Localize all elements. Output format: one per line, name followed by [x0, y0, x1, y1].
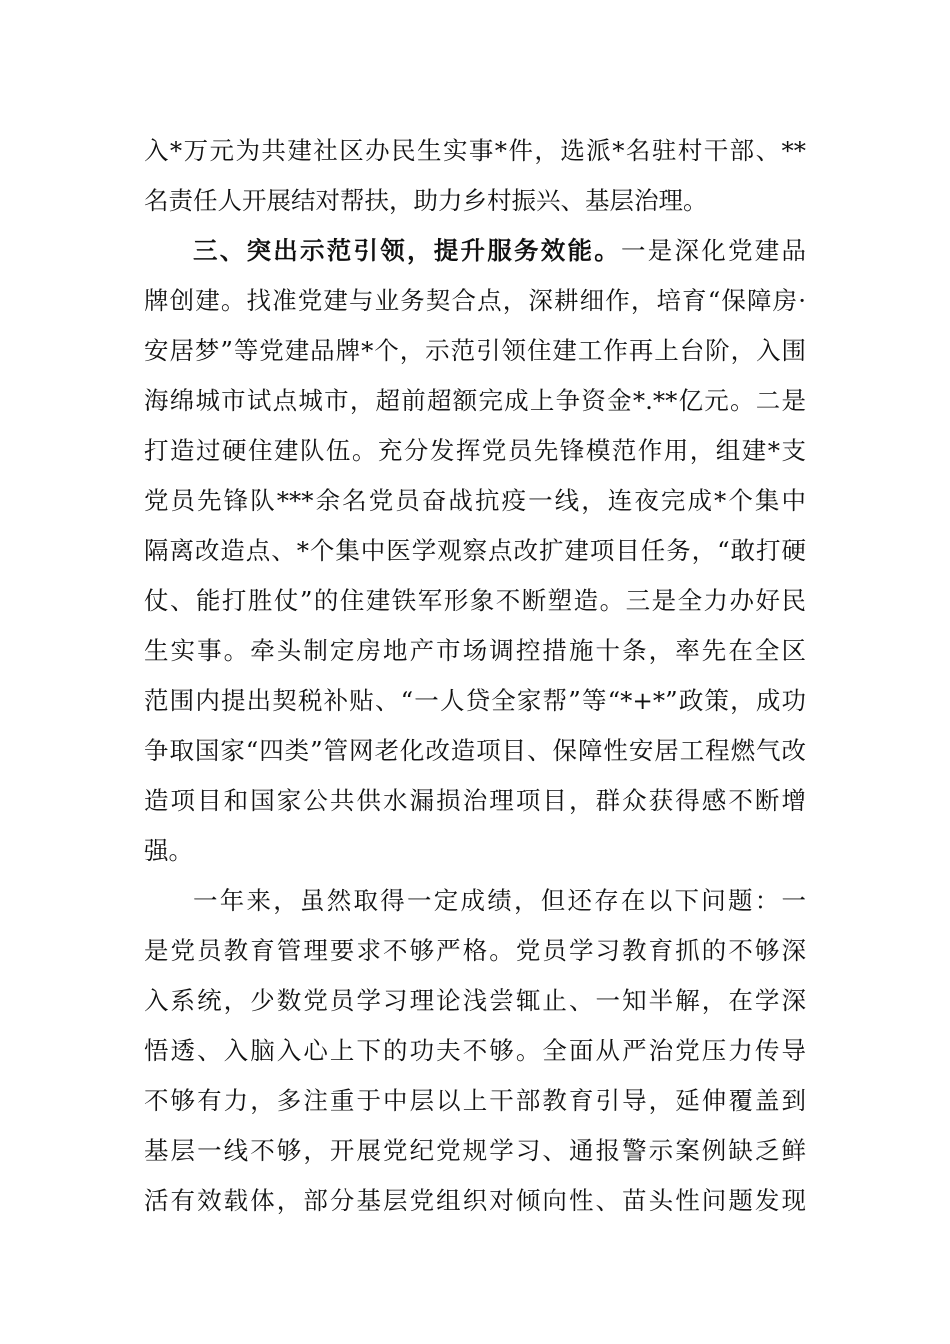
section-heading: 三、突出示范引领，提升服务效能。	[193, 236, 621, 265]
text-line: 名责任人开展结对帮扶，助力乡村振兴、基层治理。	[144, 186, 708, 215]
text-line: 党员先锋队***余名党员奋战抗疫一线，连夜完成*个集中	[144, 486, 806, 515]
text-line: 入*万元为共建社区办民生实事*件，选派*名驻村干部、**	[144, 136, 806, 165]
document-body	[144, 126, 806, 1226]
paragraph-3	[144, 876, 806, 1226]
paragraph-1	[144, 126, 806, 226]
text-line: 是党员教育管理要求不够严格。党员学习教育抓的不够深	[144, 936, 806, 965]
text-line: 安居梦”等党建品牌*个，示范引领住建工作再上台阶，入围	[144, 336, 806, 365]
text-line: 打造过硬住建队伍。充分发挥党员先锋模范作用，组建*支	[144, 436, 806, 465]
text-line	[144, 226, 806, 276]
text-line: 一年来，虽然取得一定成绩，但还存在以下问题：一	[193, 886, 806, 915]
paragraph-2	[144, 226, 806, 876]
text-line: 造项目和国家公共供水漏损治理项目，群众获得感不断增	[144, 786, 806, 815]
text-line: 争取国家“四类”管网老化改造项目、保障性安居工程燃气改	[144, 736, 806, 765]
text-line: 悟透、入脑入心上下的功夫不够。全面从严治党压力传导	[144, 1036, 806, 1065]
text-line: 牌创建。找准党建与业务契合点，深耕细作，培育“保障房·	[144, 286, 806, 315]
text-line: 生实事。牵头制定房地产市场调控措施十条，率先在全区	[144, 636, 806, 665]
text-line: 入系统，少数党员学习理论浅尝辄止、一知半解，在学深	[144, 986, 806, 1015]
text-line: 仗、能打胜仗”的住建铁军形象不断塑造。三是全力办好民	[144, 586, 806, 615]
text-line: 不够有力，多注重于中层以上干部教育引导，延伸覆盖到	[144, 1086, 806, 1115]
text-line: 强。	[144, 836, 193, 865]
text-line: 范围内提出契税补贴、“一人贷全家帮”等“*+*”政策，成功	[144, 686, 806, 715]
text-line: 活有效载体，部分基层党组织对倾向性、苗头性问题发现	[144, 1186, 806, 1215]
text-span: 一是深化党建品	[621, 236, 806, 265]
text-line: 海绵城市试点城市，超前超额完成上争资金*.**亿元。二是	[144, 386, 806, 415]
text-line: 隔离改造点、*个集中医学观察点改扩建项目任务，“敢打硬	[144, 536, 806, 565]
text-line: 基层一线不够，开展党纪党规学习、通报警示案例缺乏鲜	[144, 1136, 806, 1165]
